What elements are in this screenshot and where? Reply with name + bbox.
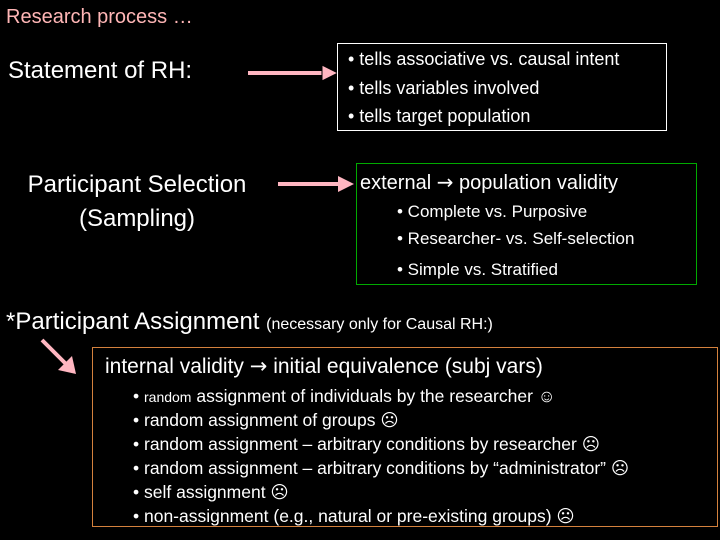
selection-label-line1: Participant Selection	[27, 171, 247, 198]
assignment-heading: internal validity → initial equivalence (subj vars)	[105, 354, 543, 378]
statement-bullet-3: • tells target population	[348, 106, 531, 126]
assignment-note: (necessary only for Causal RH:)	[266, 316, 493, 333]
assignment-bullet-5: • self assignment ☹	[133, 482, 289, 502]
statement-bullet-1: • tells associative vs. causal intent	[348, 49, 620, 69]
assignment-bullet-2: • random assignment of groups ☹	[133, 410, 399, 430]
arrow-statement	[248, 64, 338, 84]
selection-box	[356, 163, 697, 285]
assignment-box	[92, 347, 718, 527]
assignment-bullet-4: • random assignment – arbitrary conditions by “administrator” ☹	[133, 458, 630, 478]
assignment-bullet-1: • random assignment of individuals by the researcher ☺	[133, 386, 556, 406]
right-arrow-icon: →	[436, 170, 454, 194]
statement-bullet-2: • tells variables involved	[348, 78, 540, 98]
slide-title: Research process …	[6, 6, 193, 28]
assignment-bullet-6: • non-assignment (e.g., natural or pre-existing groups) ☹	[133, 506, 575, 526]
selection-bullet-3: • Simple vs. Stratified	[397, 260, 558, 279]
assignment-label: *Participant Assignment (necessary only for Causal RH:)	[6, 308, 493, 335]
selection-label-line2: (Sampling)	[78, 205, 196, 232]
selection-bullet-1: • Complete vs. Purposive	[397, 202, 588, 221]
right-arrow-icon: →	[249, 354, 268, 378]
arrow-assignment	[40, 338, 82, 380]
statement-box	[337, 43, 667, 131]
selection-heading: external → population validity	[360, 170, 619, 194]
selection-bullet-2: • Researcher- vs. Self-selection	[397, 229, 635, 248]
selection-label	[8, 168, 266, 236]
arrow-selection	[278, 175, 354, 195]
assignment-bullet-3: • random assignment – arbitrary conditions by researcher ☹	[133, 434, 600, 454]
statement-label: Statement of RH:	[8, 57, 193, 84]
